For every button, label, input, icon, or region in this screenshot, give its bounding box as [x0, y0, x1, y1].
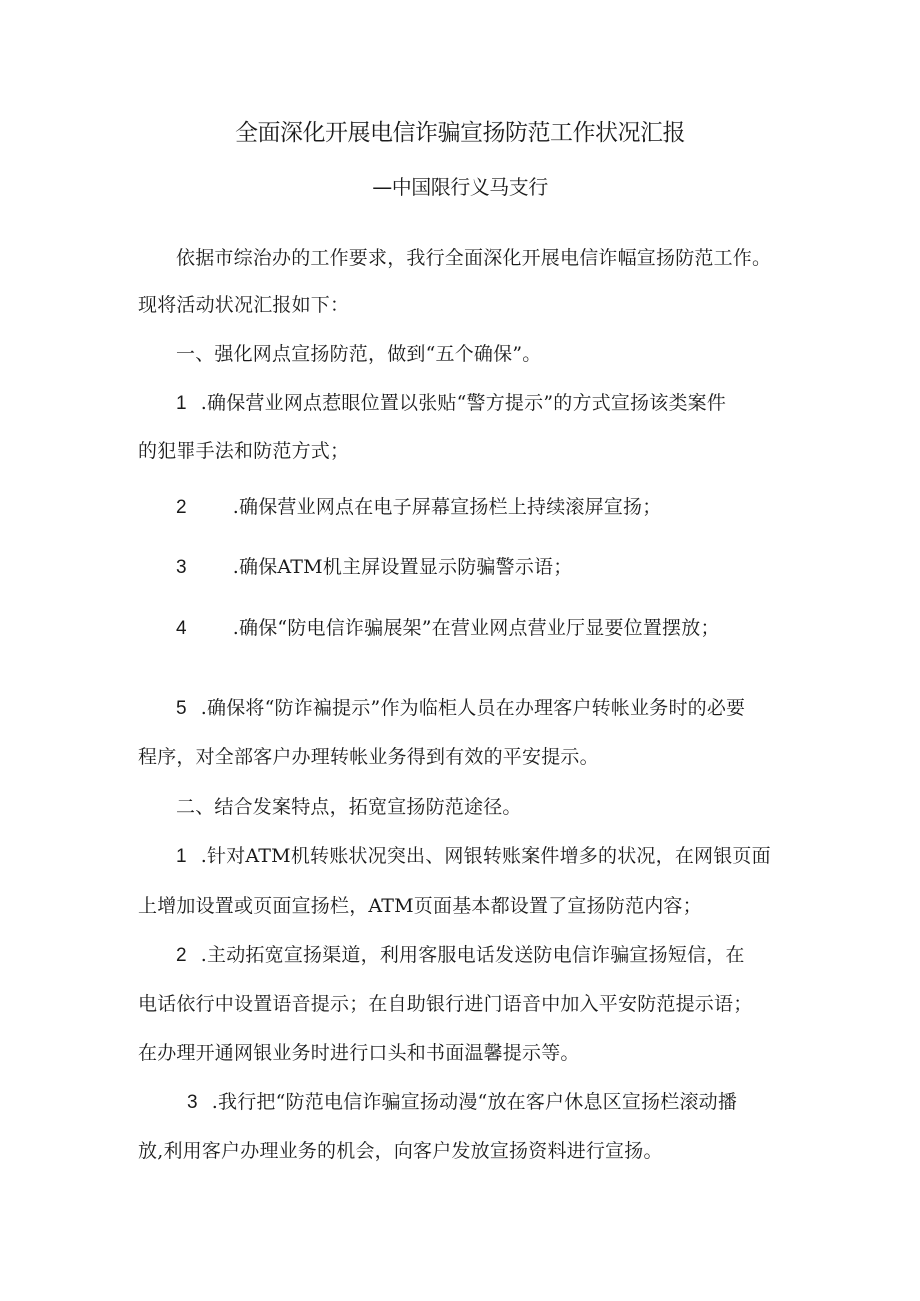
document-subtitle: —中国限行义马支行: [372, 175, 548, 199]
intro-line-1: 依据市综治办的工作要求，我行全面深化开展电信诈幅宣扬防范工作。: [176, 247, 772, 269]
document-title: 全面深化开展电信诈骗宣扬防范工作状况汇报: [235, 120, 685, 146]
intro-line-2: 现将活动状况汇报如下：: [138, 294, 350, 316]
s2-item-2-line-3: 在办理开通网银业务时进行口头和书面温馨提示等。: [138, 1042, 580, 1064]
s2-item-2-line-2: 电话依行中设置语音提示；在自助银行进门语音中加入平安防范提示语；: [138, 993, 753, 1015]
s1-item-5-line-2: 程序，对全部客户办理转帐业务得到有效的平安提示。: [138, 746, 599, 768]
s2-item-3-line-1: [187, 1088, 737, 1117]
section-2-heading: 二、结合发案特点，拓宽宣扬防范途径。: [176, 796, 522, 818]
section-1-heading: 一、强化网点宣扬防范，做到“五个确保”。: [176, 343, 542, 365]
s1-item-3: [176, 553, 572, 582]
s1-item-5-text: .确保将“防诈褊提示”作为临柜人员在办理客户转帐业务时的必要: [200, 697, 746, 719]
s2-item-1-line-2: 上增加设置或页面宣扬栏，ATM页面基本都设置了宣扬防范内容；: [138, 895, 702, 917]
s1-item-1-text: .确保营业网点惹眼位置以张贴“警方提示”的方式宣扬该类案件: [200, 392, 727, 414]
s1-item-5-number: 5: [176, 698, 187, 719]
s2-item-2-line-1: [176, 941, 745, 970]
s1-item-3-text: .确保ATM机主屏设置显示防骗警示语；: [232, 556, 573, 578]
s1-item-4-number: 4: [176, 618, 187, 639]
s1-item-1-line-1: [176, 389, 726, 418]
s2-item-3-line-2: 放,利用客户办理业务的机会，向客户发放宣扬资料进行宣扬。: [138, 1140, 663, 1162]
s1-item-3-number: 3: [176, 557, 187, 578]
s1-item-1-number: 1: [176, 393, 187, 414]
s1-item-4-text: .确保“防电信诈骗展架”在营业网点营业厅显要位置摆放；: [232, 617, 720, 639]
s2-item-2-number: 2: [176, 945, 187, 966]
s1-item-5-line-1: [176, 694, 745, 723]
s1-item-2-number: 2: [176, 497, 187, 518]
s2-item-1-text: .针对ATM机转账状况突出、网银转账案件增多的状况，在网银页面: [200, 845, 771, 867]
s1-item-4: [176, 614, 720, 643]
s2-item-3-text: .我行把“防范电信诈骗宣扬动漫“放在客户休息区宣扬栏滚动播: [211, 1091, 738, 1113]
s2-item-1-number: 1: [176, 846, 187, 867]
s2-item-2-text: .主动拓宽宣扬渠道，利用客服电话发送防电信诈骗宣扬短信，在: [200, 944, 745, 966]
s1-item-1-line-2: 的犯罪手法和防范方式；: [138, 440, 350, 462]
s1-item-2-text: .确保营业网点在电子屏幕宣扬栏上持续滚屏宣扬；: [232, 496, 662, 518]
s2-item-3-number: 3: [187, 1092, 198, 1113]
s1-item-2: [176, 493, 661, 522]
s2-item-1-line-1: [176, 842, 771, 871]
